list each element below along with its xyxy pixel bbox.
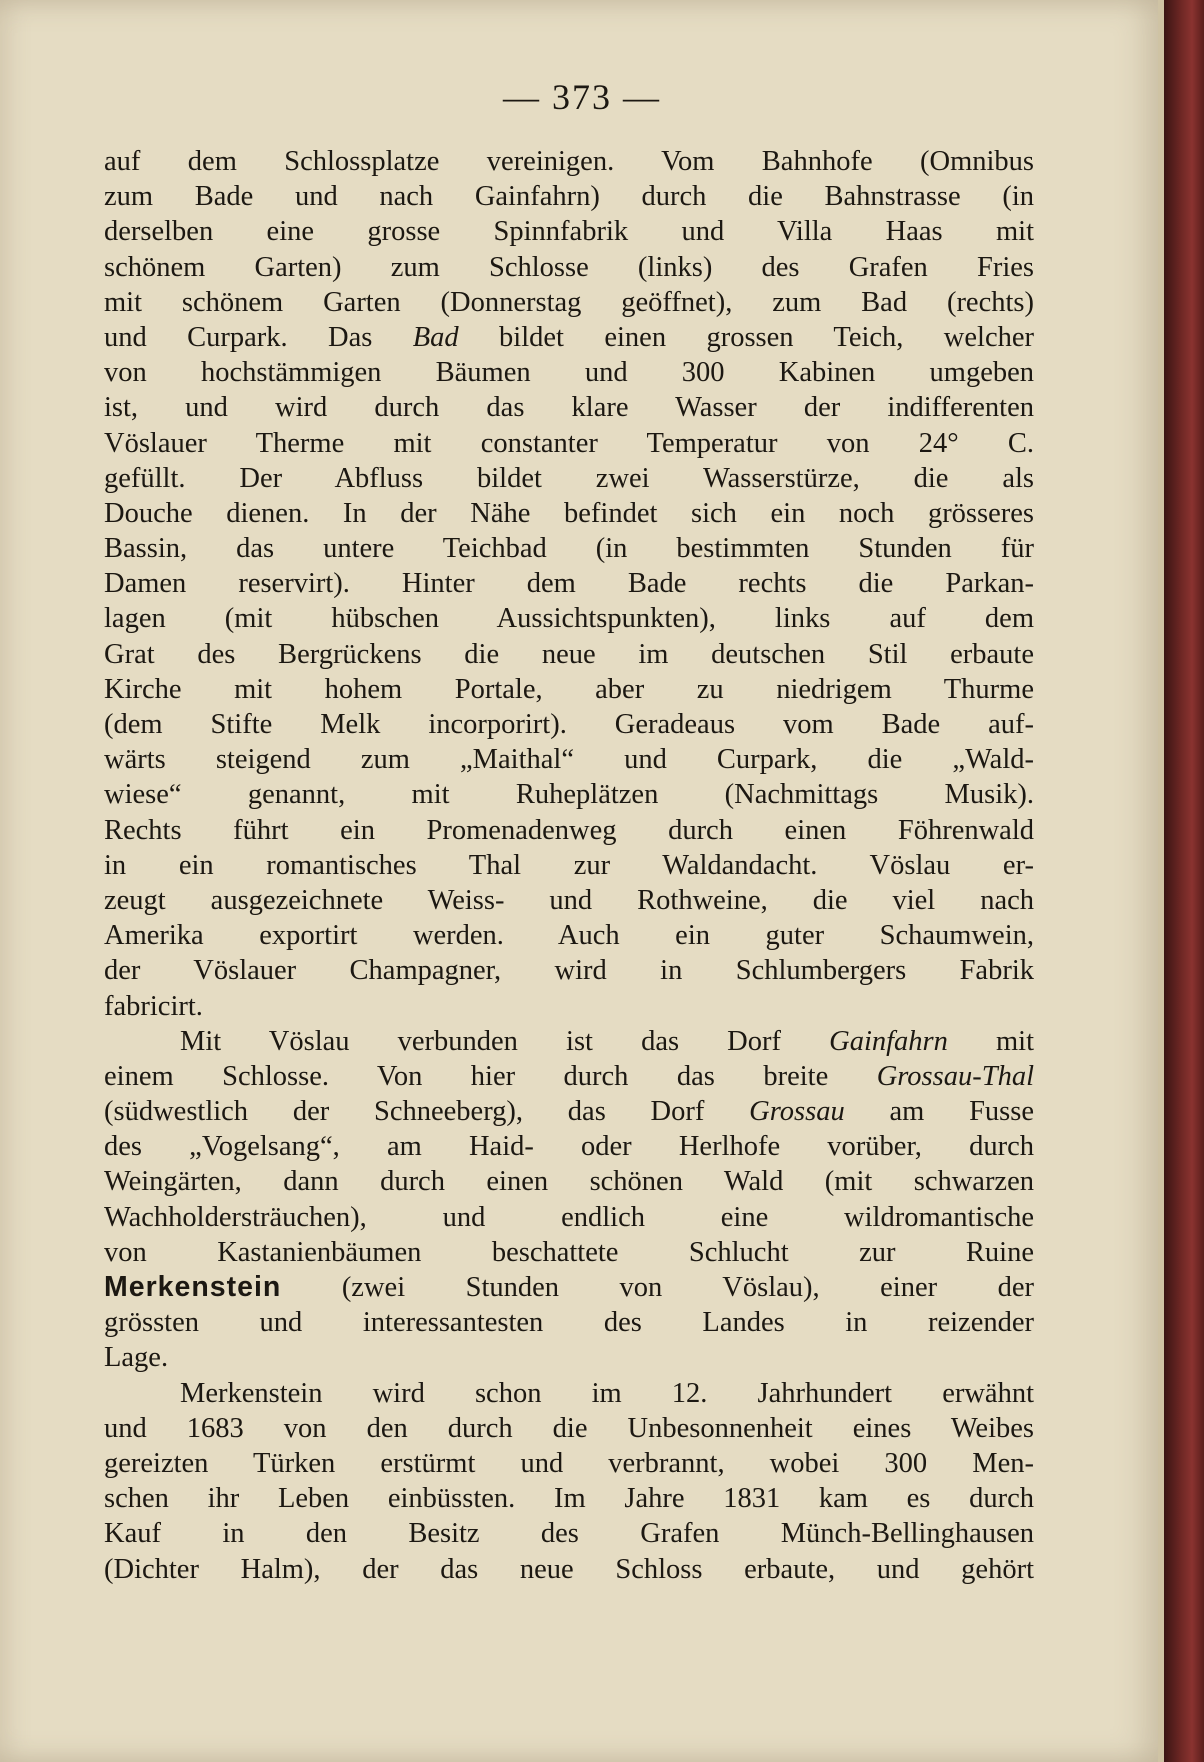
body-text bbox=[104, 144, 1034, 1587]
text-line: schönem Garten) zum Schlosse (links) des Grafen Fries bbox=[104, 251, 1034, 283]
text-line bbox=[104, 1094, 1034, 1129]
text-segment: (südwestlich der Schneeberg), das Dorf bbox=[104, 1096, 750, 1128]
text-line: lagen (mit hübschen Aussichtspunkten), links auf dem bbox=[104, 603, 1034, 635]
text-line: Weingärten, dann durch einen schönen Wald (mit schwarzen bbox=[104, 1166, 1034, 1198]
text-line bbox=[104, 1059, 1034, 1094]
text-line: Kauf in den Besitz des Grafen Münch-Bellinghausen bbox=[104, 1518, 1034, 1550]
text-line: der Vöslauer Champagner, wird in Schlumbergers Fabrik bbox=[104, 955, 1034, 987]
text-line: und 1683 von den durch die Unbesonnenheit eines Weibes bbox=[104, 1412, 1034, 1444]
italic-term-bad: Bad bbox=[412, 321, 459, 353]
text-line: Amerika exportirt werden. Auch ein guter Schaumwein, bbox=[104, 920, 1034, 952]
italic-term-grossau: Grossau bbox=[749, 1096, 845, 1128]
text-line bbox=[104, 320, 1034, 355]
text-line: (Dichter Halm), der das neue Schloss erbaute, und gehört bbox=[104, 1553, 1034, 1585]
text-line: Kirche mit hohem Portale, aber zu niedrigem Thurme bbox=[104, 673, 1034, 705]
text-line: derselben eine grosse Spinnfabrik und Villa Haas mit bbox=[104, 216, 1034, 248]
text-line: Lage. bbox=[104, 1342, 169, 1374]
text-line: mit schönem Garten (Donnerstag geöffnet), zum Bad (rechts) bbox=[104, 286, 1034, 318]
text-segment: am Fusse bbox=[844, 1096, 1035, 1128]
text-line: von Kastanienbäumen beschattete Schlucht zur Ruine bbox=[104, 1236, 1034, 1268]
text-segment: mit bbox=[947, 1025, 1034, 1057]
text-line: Rechts führt ein Promenadenweg durch einen Föhrenwald bbox=[104, 814, 1034, 846]
text-line: Wachholdersträuchen), und endlich eine wildromantische bbox=[104, 1201, 1034, 1233]
book-spine bbox=[1164, 0, 1204, 1762]
text-segment: (zwei Stunden von Vöslau), einer der bbox=[281, 1272, 1034, 1303]
text-line: Douche dienen. In der Nähe befindet sich ein noch grösseres bbox=[104, 497, 1034, 529]
text-line: von hochstämmigen Bäumen und 300 Kabinen umgeben bbox=[104, 357, 1034, 389]
text-segment: und Curpark. Das bbox=[104, 321, 413, 353]
text-line: gefüllt. Der Abfluss bildet zwei Wasserstürze, die als bbox=[104, 462, 1034, 494]
italic-term-grossau-thal: Grossau-Thal bbox=[876, 1060, 1034, 1092]
text-segment: Mit Vöslau verbunden ist das Dorf bbox=[180, 1025, 830, 1057]
text-line: Grat des Bergrückens die neue im deutschen Stil erbaute bbox=[104, 638, 1034, 670]
text-line: gereizten Türken erstürmt und verbrannt, wobei 300 Men- bbox=[104, 1447, 1034, 1479]
text-line: des „Vogelsang“, am Haid- oder Herlhofe vorüber, durch bbox=[104, 1131, 1034, 1163]
text-line: ist, und wird durch das klare Wasser der indifferenten bbox=[104, 392, 1034, 424]
text-line: schen ihr Leben einbüssten. Im Jahre 1831 kam es durch bbox=[104, 1483, 1034, 1515]
text-line: zeugt ausgezeichnete Weiss- und Rothweine, die viel nach bbox=[104, 884, 1034, 916]
bold-term-merkenstein: Merkenstein bbox=[104, 1271, 282, 1303]
text-line bbox=[104, 1270, 1034, 1305]
text-line: wiese“ genannt, mit Ruheplätzen (Nachmittags Musik). bbox=[104, 779, 1034, 811]
text-line: zum Bade und nach Gainfahrn) durch die Bahnstrasse (in bbox=[104, 181, 1034, 213]
text-segment: einem Schlosse. Von hier durch das breite bbox=[104, 1060, 877, 1092]
page-number: — 373 — bbox=[503, 77, 661, 117]
text-line: grössten und interessantesten des Landes in reizender bbox=[104, 1307, 1034, 1339]
text-line bbox=[104, 1024, 1034, 1059]
text-line: Merkenstein wird schon im 12. Jahrhundert erwähnt bbox=[180, 1377, 1034, 1409]
text-line: wärts steigend zum „Maithal“ und Curpark, die „Wald- bbox=[104, 744, 1034, 776]
text-line: Bassin, das untere Teichbad (in bestimmten Stunden für bbox=[104, 533, 1034, 565]
text-segment: bildet einen grossen Teich, welcher bbox=[458, 321, 1034, 353]
italic-term-gainfahrn: Gainfahrn bbox=[829, 1025, 948, 1057]
text-line: (dem Stifte Melk incorporirt). Geradeaus vom Bade auf- bbox=[104, 709, 1034, 740]
text-line: auf dem Schlossplatze vereinigen. Vom Bahnhofe (Omnibus bbox=[104, 146, 1034, 177]
text-line: in ein romantisches Thal zur Waldandacht. Vöslau er- bbox=[104, 849, 1034, 881]
text-line: Vöslauer Therme mit constanter Temperatur von 24° C. bbox=[104, 427, 1034, 459]
text-line: Damen reservirt). Hinter dem Bade rechts die Parkan- bbox=[104, 568, 1034, 600]
text-line: fabricirt. bbox=[104, 990, 203, 1022]
